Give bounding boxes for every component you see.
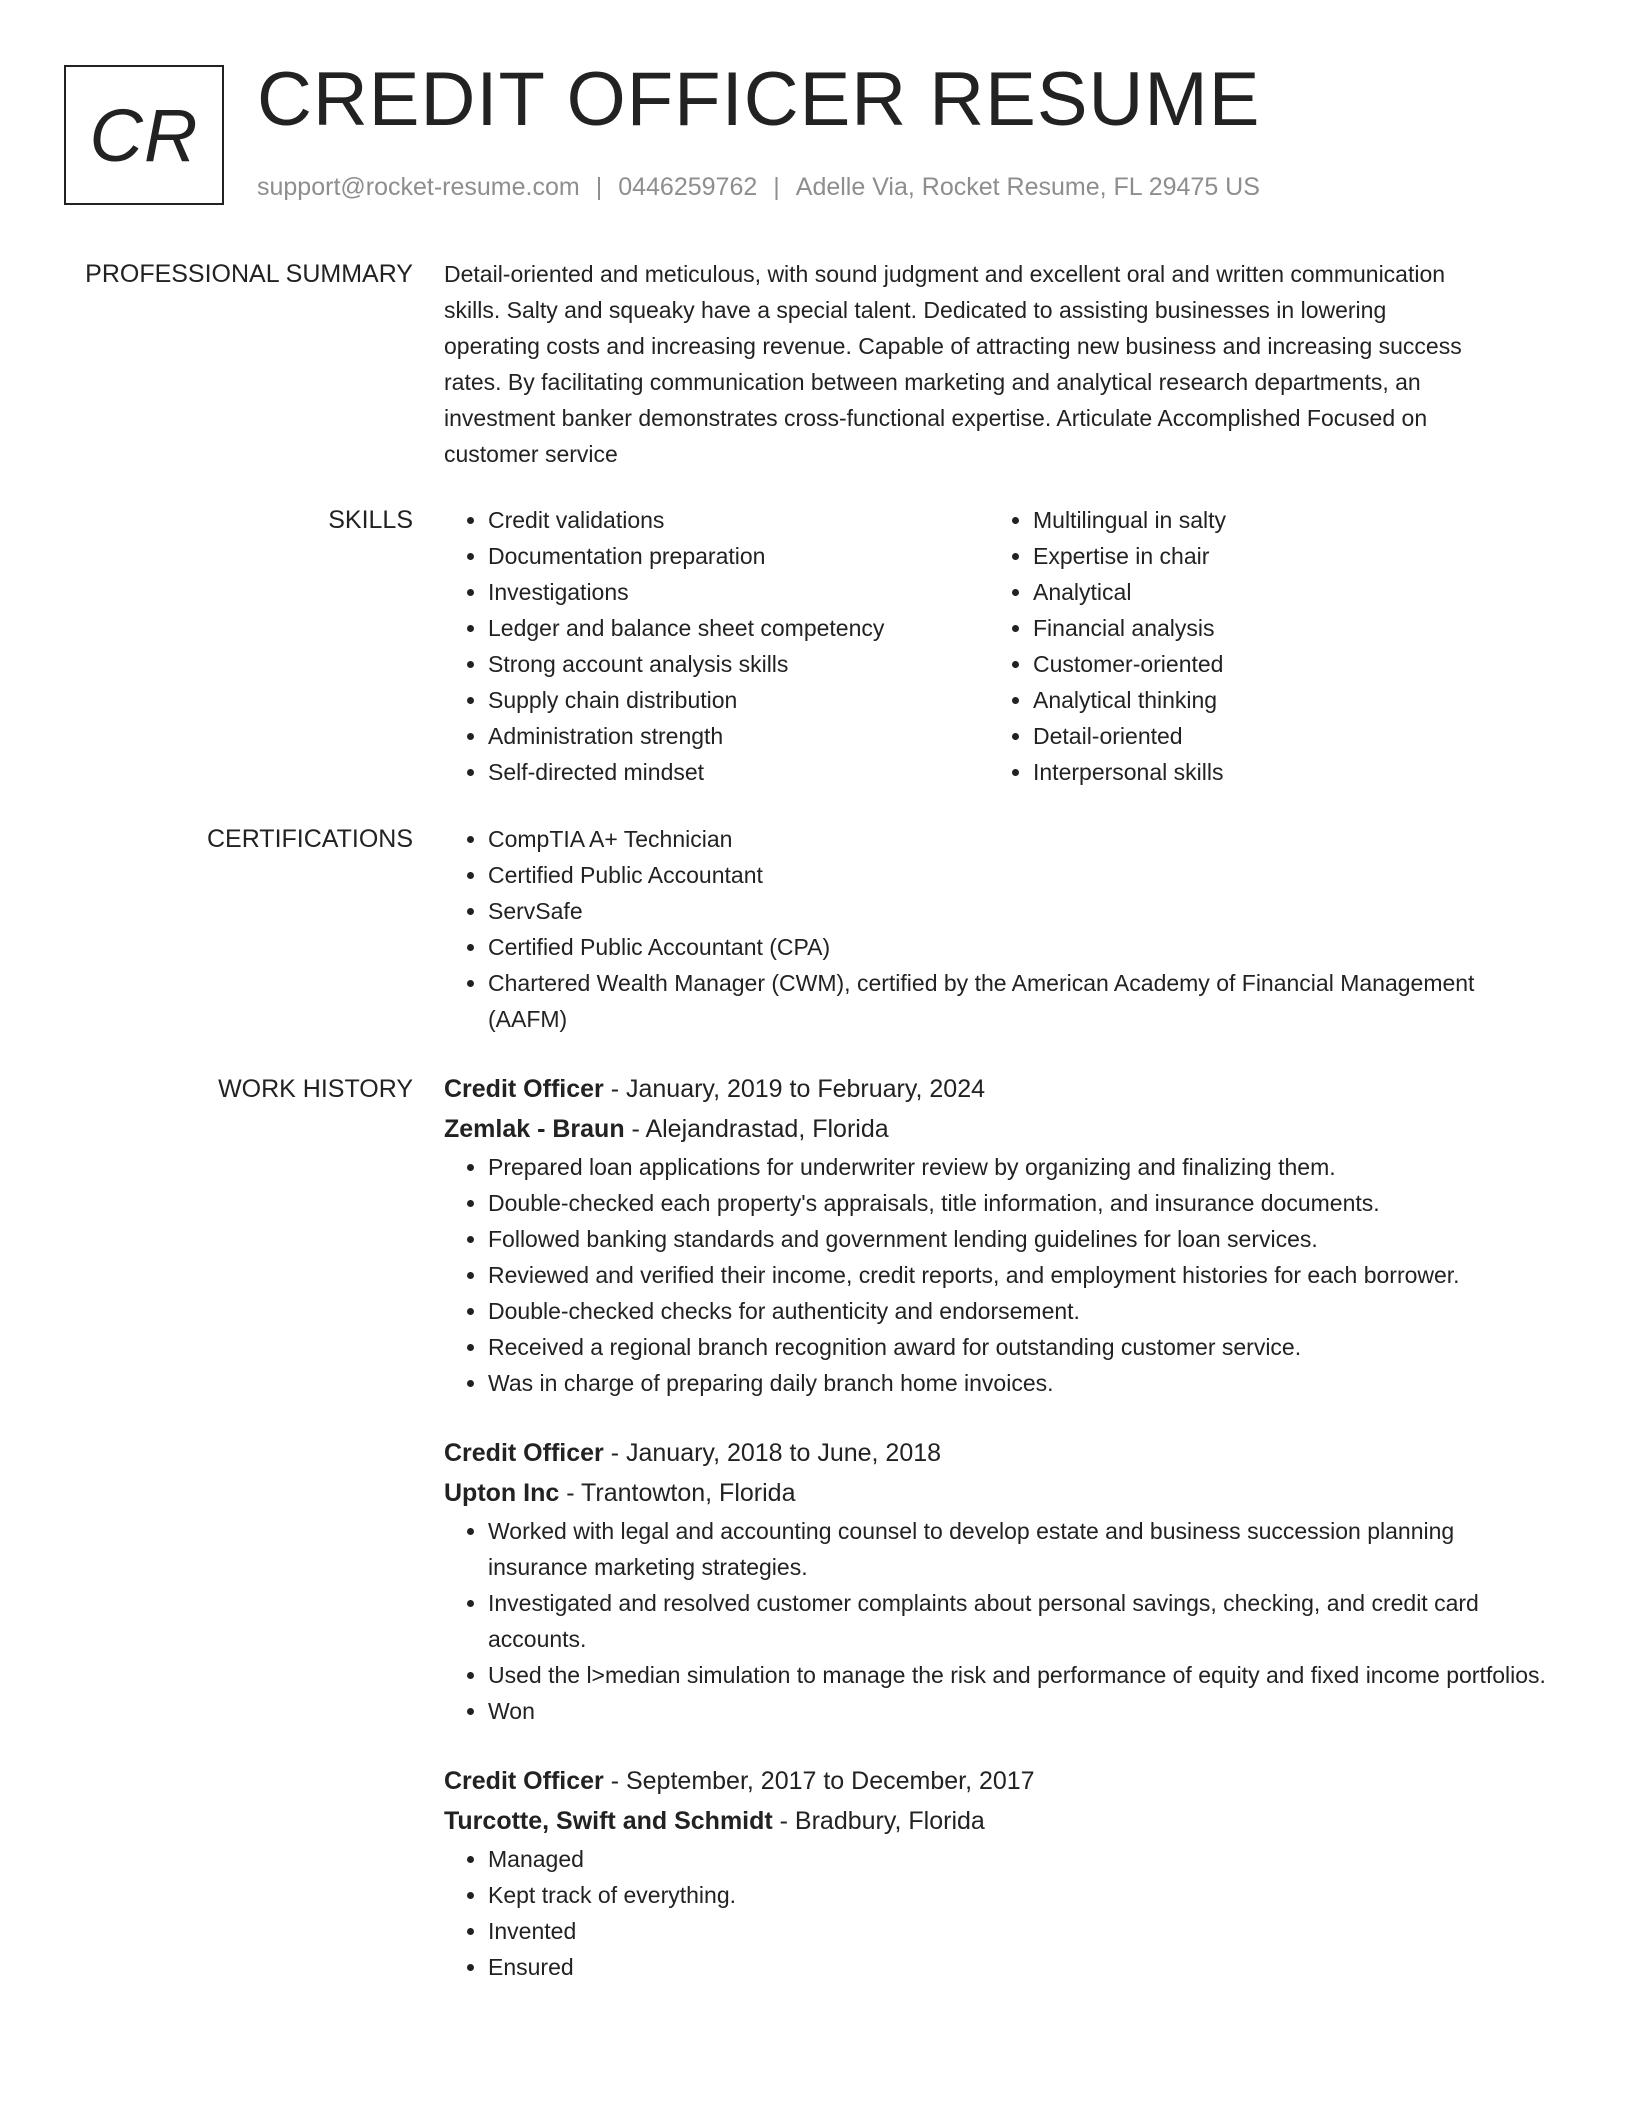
skill-item: • Investigations <box>488 574 984 610</box>
job-entry <box>444 1433 1554 1729</box>
skill-item: • Multilingual in salty <box>1033 502 1529 538</box>
job-company-line <box>444 1801 1554 1841</box>
job-bullet: • Won <box>488 1693 1554 1729</box>
job-bullet: • Investigated and resolved customer complaints about personal savings, checking, and credit card accounts. <box>488 1585 1554 1657</box>
job-bullet: • Was in charge of preparing daily branch home invoices. <box>488 1365 1554 1401</box>
skill-item: • Self-directed mindset <box>488 754 984 790</box>
job-location: - Alejandrastad, Florida <box>624 1115 889 1143</box>
contact-email[interactable]: support@rocket-resume.com <box>257 173 580 201</box>
skill-item: • Analytical thinking <box>1033 682 1529 718</box>
job-title: Credit Officer <box>444 1767 604 1795</box>
skills-column-left <box>444 502 984 790</box>
contact-separator: | <box>595 173 603 201</box>
job-bullet: • Prepared loan applications for underwriter review by organizing and finalizing them. <box>488 1149 1554 1185</box>
job-title-line <box>444 1433 1554 1473</box>
certification-item: • ServSafe <box>488 893 1554 929</box>
job-dates: - September, 2017 to December, 2017 <box>603 1767 1035 1795</box>
skill-item: • Analytical <box>1033 574 1529 610</box>
job-bullet: • Double-checked each property's appraisals, title information, and insurance documents. <box>488 1185 1554 1221</box>
summary-heading: PROFESSIONAL SUMMARY <box>85 260 413 288</box>
contact-separator: | <box>773 173 780 201</box>
skill-item: • Credit validations <box>488 502 984 538</box>
work-history-list <box>444 1069 1554 1985</box>
skill-item: • Administration strength <box>488 718 984 754</box>
job-company-line <box>444 1109 1554 1149</box>
job-entry <box>444 1069 1554 1401</box>
resume-title: CREDIT OFFICER RESUME <box>257 57 1261 142</box>
job-bullet: • Received a regional branch recognition award for outstanding customer service. <box>488 1329 1554 1365</box>
summary-line: customer service <box>444 441 618 467</box>
certification-item: • Certified Public Accountant (CPA) <box>488 929 1554 965</box>
contact-address: Adelle Via, Rocket Resume, FL 29475 US <box>795 173 1260 201</box>
monogram-initials: CR <box>64 65 224 205</box>
skill-item: • Expertise in chair <box>1033 538 1529 574</box>
job-dates: - January, 2019 to February, 2024 <box>603 1075 986 1103</box>
job-company-line <box>444 1473 1554 1513</box>
skill-item: • Financial analysis <box>1033 610 1529 646</box>
summary-text <box>444 256 1554 472</box>
summary-line: skills. Salty and squeaky have a special talent. Dedicated to assisting businesses in lowering <box>444 297 1387 323</box>
job-bullet: • Double-checked checks for authenticity and endorsement. <box>488 1293 1554 1329</box>
job-bullet: • Ensured <box>488 1949 1554 1985</box>
job-bullet: • Used the l>median simulation to manage the risk and performance of equity and fixed income portfolios. <box>488 1657 1554 1693</box>
job-title-line <box>444 1761 1554 1801</box>
summary-line: investment banker demonstrates cross-functional expertise. Articulate Accomplished Focused on <box>444 405 1428 431</box>
certifications-list <box>444 821 1554 1037</box>
job-entry <box>444 1761 1554 1985</box>
contact-phone[interactable]: 0446259762 <box>618 173 758 201</box>
contact-line <box>257 173 1260 202</box>
skill-item: • Ledger and balance sheet competency <box>488 610 984 646</box>
job-bullet: • Reviewed and verified their income, credit reports, and employment histories for each borrower. <box>488 1257 1554 1293</box>
skill-item: • Interpersonal skills <box>1033 754 1529 790</box>
job-location: - Trantowton, Florida <box>559 1479 796 1507</box>
job-company: Zemlak - Braun <box>444 1115 625 1143</box>
skill-item: • Detail-oriented <box>1033 718 1529 754</box>
certification-item: • Chartered Wealth Manager (CWM), certified by the American Academy of Financial Management (AAFM) <box>488 965 1554 1037</box>
job-dates: - January, 2018 to June, 2018 <box>603 1439 942 1467</box>
job-bullet: • Followed banking standards and government lending guidelines for loan services. <box>488 1221 1554 1257</box>
certification-item: • Certified Public Accountant <box>488 857 1554 893</box>
skill-item: • Customer-oriented <box>1033 646 1529 682</box>
certifications-heading: CERTIFICATIONS <box>206 825 413 853</box>
job-title: Credit Officer <box>444 1439 604 1467</box>
summary-line: operating costs and increasing revenue. Capable of attracting new business and increasing success <box>444 333 1462 359</box>
job-bullet: • Worked with legal and accounting counsel to develop estate and business succession planning insurance marketing strategies. <box>488 1513 1554 1585</box>
skill-item: • Strong account analysis skills <box>488 646 984 682</box>
job-title-line <box>444 1069 1554 1109</box>
job-company: Upton Inc <box>444 1479 560 1507</box>
job-title: Credit Officer <box>444 1075 604 1103</box>
job-bullet: • Managed <box>488 1841 1554 1877</box>
skills-heading: SKILLS <box>328 506 413 534</box>
skill-item: • Supply chain distribution <box>488 682 984 718</box>
summary-line: Detail-oriented and meticulous, with sound judgment and excellent oral and written communication <box>444 261 1446 287</box>
skills-column-right <box>989 502 1529 790</box>
job-company: Turcotte, Swift and Schmidt <box>444 1807 773 1835</box>
certification-item: • CompTIA A+ Technician <box>488 821 1554 857</box>
job-bullet: • Kept track of everything. <box>488 1877 1554 1913</box>
job-bullet: • Invented <box>488 1913 1554 1949</box>
work-history-heading: WORK HISTORY <box>218 1075 413 1103</box>
summary-line: rates. By facilitating communication between marketing and analytical research departments, an <box>444 369 1421 395</box>
job-location: - Bradbury, Florida <box>772 1807 985 1835</box>
skill-item: • Documentation preparation <box>488 538 984 574</box>
